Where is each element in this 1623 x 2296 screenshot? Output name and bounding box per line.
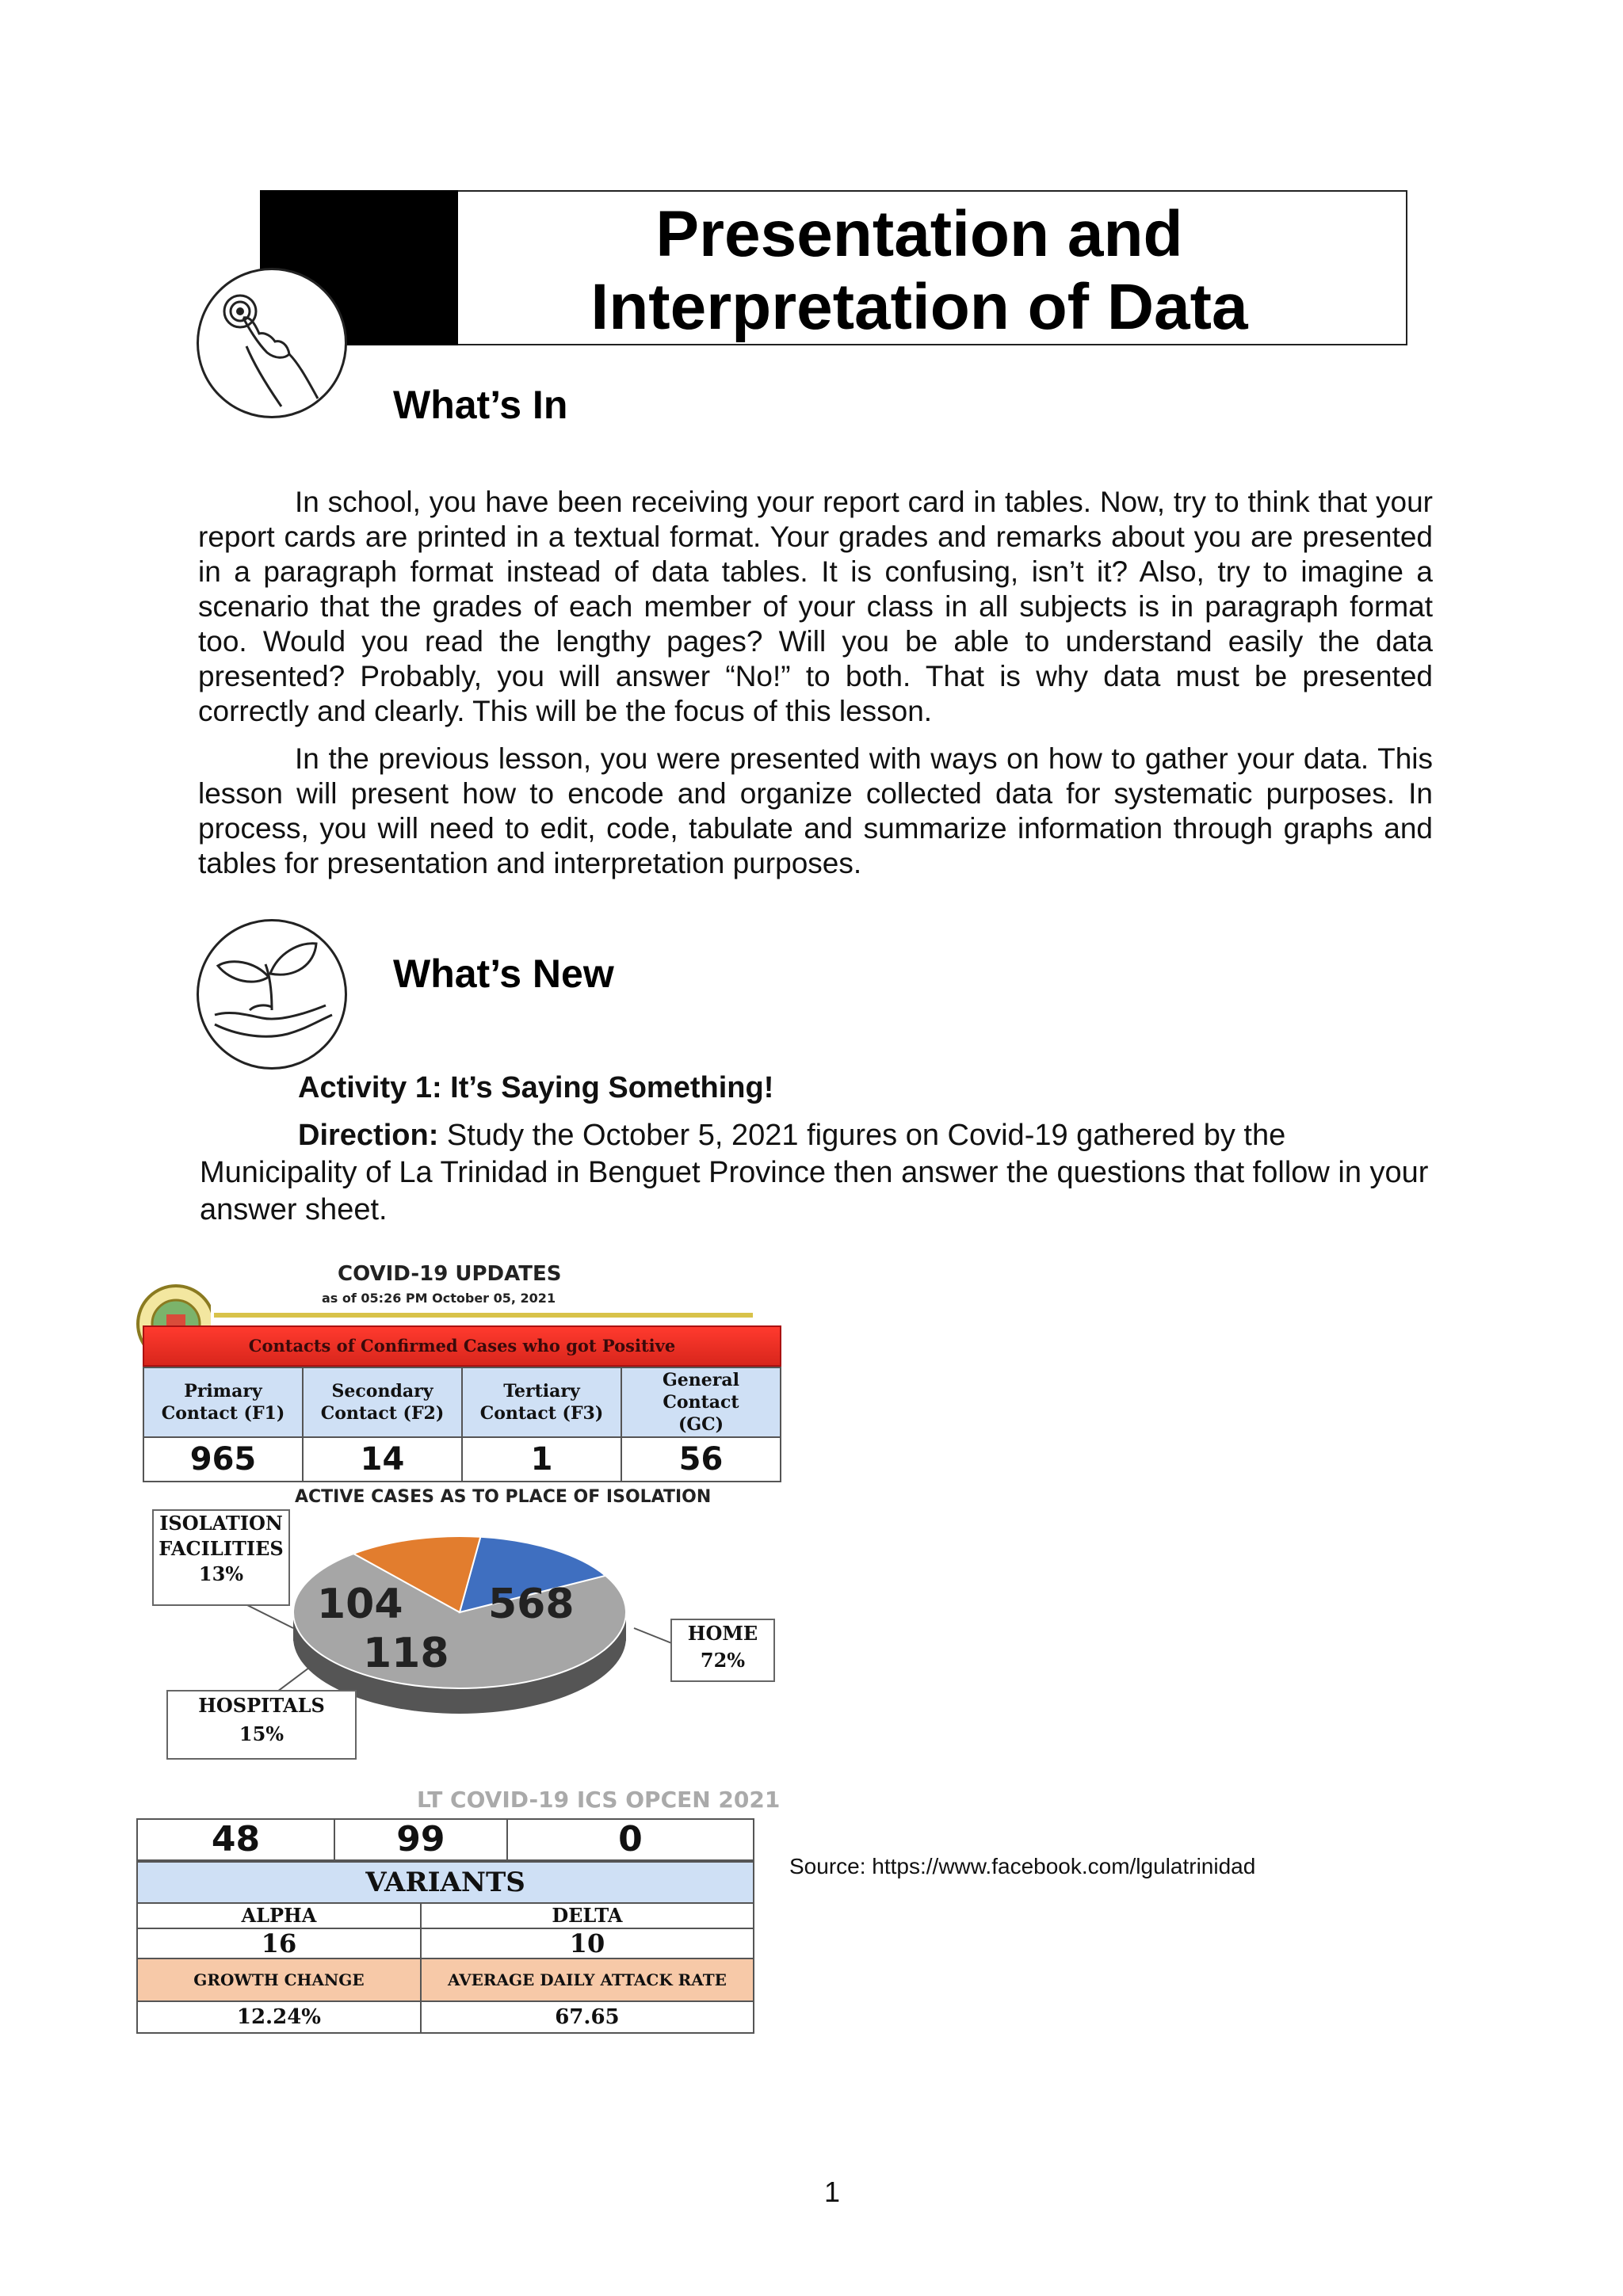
attack-rate-label: AVERAGE DAILY ATTACK RATE (421, 1958, 754, 2001)
variant-value-delta: 10 (421, 1928, 754, 1958)
covid-infographic (127, 1256, 808, 2032)
contact-value-gc: 56 (621, 1437, 781, 1482)
pie-value-isolation: 104 (317, 1581, 403, 1628)
contact-label-gc: General Contact (GC) (621, 1367, 781, 1437)
contact-label-f1: Primary Contact (F1) (143, 1367, 303, 1437)
contact-label-f2: Secondary Contact (F2) (303, 1367, 462, 1437)
label-isolation: ISOLATION FACILITIES 13% (152, 1509, 290, 1606)
label-home: HOME 72% (670, 1619, 775, 1682)
contact-value-f2: 14 (303, 1437, 462, 1482)
variant-label-alpha: ALPHA (137, 1903, 421, 1928)
opcen-label: LT COVID-19 ICS OPCEN 2021 (417, 1787, 781, 1813)
pie-value-home: 568 (488, 1581, 575, 1628)
label-hospitals: HOSPITALS 15% (166, 1690, 357, 1760)
number-cell: 0 (507, 1819, 754, 1860)
page-number: 1 (824, 2176, 841, 2208)
header-rule (214, 1313, 753, 1318)
whats-new-heading: What’s New (393, 952, 614, 996)
plant-in-hand-icon (197, 919, 347, 1070)
number-cell: 48 (137, 1819, 334, 1860)
numbers-row-table (136, 1818, 754, 1861)
contacts-header: Contacts of Confirmed Cases who got Positive (143, 1325, 781, 1367)
variants-table (136, 1861, 754, 2034)
pie-value-hospitals: 118 (363, 1630, 449, 1677)
activity-title: Activity 1: It’s Saying Something! (298, 1071, 774, 1104)
whats-in-paragraph-2: In the previous lesson, you were presented with ways on how to gather your data. This lesson will present how to encode and organize collected data for systematic purposes. In process, you will need to edit, code, tabulate and summarize information through graphs and tables for presentation and interpretation purposes. (198, 742, 1433, 879)
infographic-subtitle: as of 05:26 PM October 05, 2021 (322, 1291, 556, 1306)
callout-isolation (246, 1604, 293, 1628)
page-title: Presentation and Interpretation of Data (590, 198, 1248, 343)
source-citation: Source: https://www.facebook.com/lgulatrinidad (789, 1854, 1256, 1878)
contact-value-f3: 1 (462, 1437, 621, 1482)
variant-value-alpha: 16 (137, 1928, 421, 1958)
direction-text: Direction: Study the October 5, 2021 figures on Covid-19 gathered by the Municipality of La Trinidad in Benguet Province then answer the questions that follow in your answer sheet. (200, 1119, 1429, 1226)
variant-label-delta: DELTA (421, 1903, 754, 1928)
growth-change-value: 12.24% (137, 2001, 421, 2033)
infographic-title: COVID-19 UPDATES (338, 1262, 562, 1286)
pie-title: ACTIVE CASES AS TO PLACE OF ISOLATION (295, 1487, 712, 1507)
whats-in-paragraph-1: In school, you have been receiving your report card in tables. Now, try to think that your report cards are printed in a textual format. Your grades and remarks about you are presented in a paragraph format instead of data tables. It is confusing, isn’t it? Also, try to imagine a scenario that the grades of each member of your class in all subjects is in paragraph format too. Would you read the lengthy pages? Will you be able to understand easily the data presented? Probably, you will answer “No!” to both. That is why data must be presented correctly and clearly. This will be the focus of this lesson. (198, 486, 1433, 727)
number-cell: 99 (334, 1819, 507, 1860)
growth-change-label: GROWTH CHANGE (137, 1958, 421, 2001)
whats-in-heading: What’s In (393, 383, 568, 427)
touch-hand-icon (197, 268, 347, 418)
attack-rate-value: 67.65 (421, 2001, 754, 2033)
contact-value-f1: 965 (143, 1437, 303, 1482)
callout-home (634, 1628, 674, 1644)
variants-header: VARIANTS (137, 1862, 754, 1903)
contacts-table (143, 1367, 781, 1482)
contact-label-f3: Tertiary Contact (F3) (462, 1367, 621, 1437)
